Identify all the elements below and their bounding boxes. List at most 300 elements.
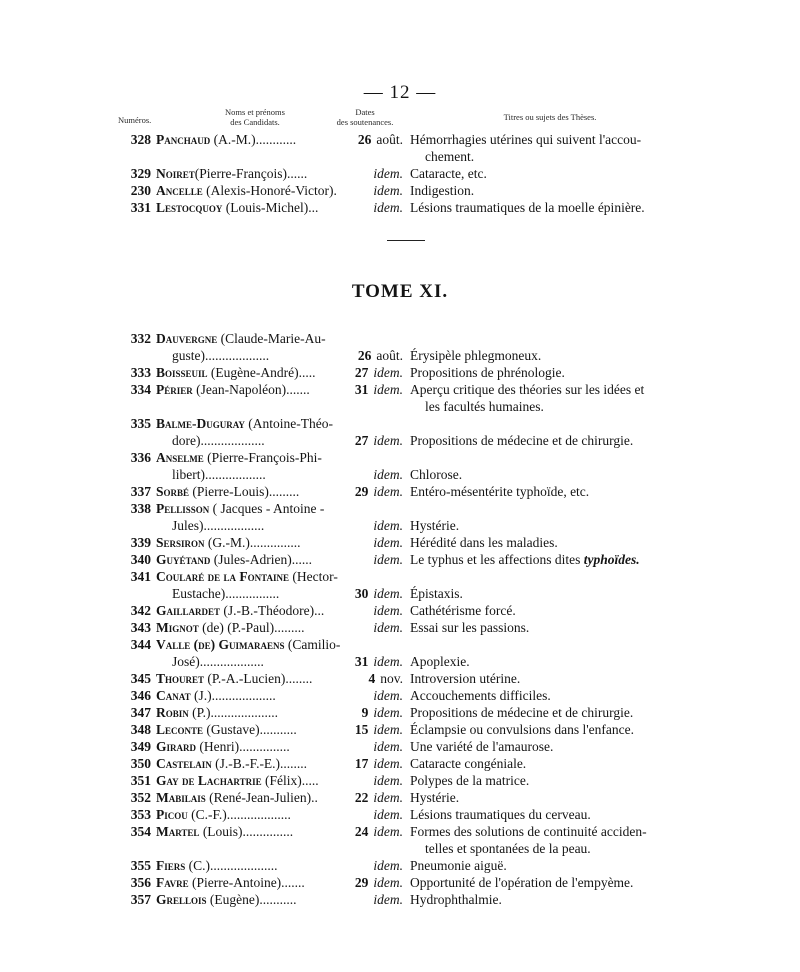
candidate-forenames: (A.-M.)............: [210, 132, 297, 147]
thesis-title-text: Lésions traumatiques de la moelle épinière.: [410, 200, 645, 215]
thesis-entry: [0, 687, 800, 704]
defense-month: idem.: [373, 654, 403, 669]
defense-day: 26: [357, 348, 372, 363]
thesis-title: [410, 619, 529, 636]
defense-month: idem.: [373, 518, 403, 533]
defense-month: idem.: [373, 166, 403, 181]
candidate-name: [156, 823, 293, 840]
defense-date: [373, 687, 403, 704]
thesis-title-text: Formes des solutions de continuité acciden-: [410, 824, 647, 839]
candidate-surname: Martel: [156, 824, 200, 839]
candidate-name: [156, 755, 307, 772]
thesis-title-continued: telles et spontanées de la peau.: [425, 841, 591, 856]
defense-date: [355, 789, 403, 806]
thesis-title: [410, 670, 520, 687]
thesis-title-text: Hystérie.: [410, 518, 460, 533]
candidate-forenames: (Pierre-Louis).........: [189, 484, 300, 499]
thesis-title-text: Introversion utérine.: [410, 671, 521, 686]
defense-month: nov.: [380, 671, 403, 686]
defense-date: [355, 381, 403, 398]
thesis-title-text: Propositions de médecine et de chirurgie.: [410, 705, 634, 720]
thesis-entry: [0, 874, 800, 891]
thesis-title-text: Hémorrhagies utérines qui suivent l'accou-: [410, 132, 642, 147]
header-noms-line2: des Candidats.: [230, 117, 280, 127]
candidate-forenames: ( Jacques - Antoine -: [209, 501, 325, 516]
header-dates: [330, 107, 400, 127]
candidate-name: [156, 199, 318, 216]
thesis-title-text: Indigestion.: [410, 183, 475, 198]
thesis-entry: [0, 721, 800, 738]
thesis-title-text: Une variété de l'amaurose.: [410, 739, 554, 754]
thesis-title: [410, 687, 551, 704]
defense-day: 4: [368, 671, 376, 686]
candidate-forenames: (G.-M.)...............: [204, 535, 301, 550]
candidate-surname: Sorbé: [156, 484, 190, 499]
defense-month: idem.: [373, 552, 403, 567]
candidate-name-continued: guste)...................: [172, 348, 270, 363]
thesis-title-text: Érysipèle phlegmoneux.: [410, 348, 542, 363]
thesis-title-text: Propositions de médecine et de chirurgie.: [410, 433, 634, 448]
candidate-forenames: (Jules-Adrien)......: [210, 552, 312, 567]
candidate-surname: Ancelle: [156, 183, 203, 198]
entry-number: 338: [130, 501, 151, 516]
defense-month: idem.: [373, 773, 403, 788]
defense-day: 31: [354, 654, 369, 669]
thesis-title: [410, 772, 529, 789]
candidate-forenames: (Pierre-Antoine).......: [188, 875, 305, 890]
candidate-forenames: (C.)....................: [185, 858, 278, 873]
candidate-name: [156, 534, 301, 551]
defense-month: idem.: [373, 535, 403, 550]
header-noms-line1: Noms et prénoms: [225, 107, 285, 117]
defense-month: idem.: [373, 183, 403, 198]
candidate-forenames: (Pierre-François-Phi-: [203, 450, 322, 465]
thesis-entry: [0, 199, 800, 216]
candidate-name: [156, 602, 324, 619]
thesis-entry: [0, 165, 800, 182]
thesis-entry: [0, 449, 800, 483]
defense-month: idem.: [373, 484, 403, 499]
defense-date: [373, 551, 403, 568]
defense-day: 9: [361, 705, 369, 720]
candidate-surname: Périer: [156, 382, 193, 397]
defense-month: idem.: [373, 807, 403, 822]
candidate-forenames: (P.)....................: [188, 705, 279, 720]
defense-date: [355, 755, 403, 772]
candidate-forenames: (Henri)...............: [196, 739, 290, 754]
entry-number: 351: [130, 773, 151, 788]
candidate-name: [156, 182, 337, 199]
candidate-surname: Leconte: [156, 722, 204, 737]
thesis-title: [410, 347, 541, 364]
candidate-name: [156, 364, 316, 381]
defense-date: [362, 704, 403, 721]
candidate-surname: Balme-Duguray: [156, 416, 245, 431]
thesis-title: [410, 602, 516, 619]
defense-date: [373, 534, 403, 551]
candidate-name: [156, 483, 299, 500]
thesis-title: [410, 874, 633, 891]
candidate-name-continued: Jules)..................: [172, 518, 265, 533]
tome-heading: TOME XI.: [351, 281, 449, 302]
thesis-title: [410, 653, 470, 670]
entry-number: 356: [130, 875, 151, 890]
candidate-surname: Canat: [156, 688, 191, 703]
candidate-forenames: (Antoine-Théo-: [244, 416, 334, 431]
candidate-surname: Pellisson: [156, 501, 210, 516]
thesis-title: [410, 806, 591, 823]
candidate-surname: Fiers: [156, 858, 186, 873]
candidate-surname: Mignot: [156, 620, 199, 635]
candidate-name: [156, 330, 326, 347]
candidate-name: [156, 131, 296, 148]
candidate-name: [156, 721, 297, 738]
candidate-name: [156, 568, 338, 585]
candidate-surname: Robin: [156, 705, 189, 720]
thesis-title: [410, 789, 459, 806]
entry-number: 355: [130, 858, 151, 873]
thesis-entry: [0, 131, 800, 165]
defense-month: idem.: [373, 200, 403, 215]
candidate-surname: Thouret: [156, 671, 205, 686]
thesis-title: [410, 823, 647, 840]
candidate-name: [156, 165, 307, 182]
entry-number: 348: [130, 722, 151, 737]
thesis-entry: [0, 704, 800, 721]
thesis-title-italic: typhoïdes.: [583, 552, 640, 567]
defense-date: [373, 602, 403, 619]
defense-month: août.: [376, 132, 403, 147]
header-numeros: [118, 115, 151, 125]
candidate-name: [156, 806, 291, 823]
defense-date: [373, 738, 403, 755]
defense-date: [373, 466, 403, 483]
thesis-title: [410, 432, 633, 449]
section-divider: [387, 240, 425, 241]
candidate-name: [156, 415, 333, 432]
defense-date: [373, 891, 403, 908]
thesis-title: [410, 704, 633, 721]
candidate-forenames: (J.-B.-F.-E.)........: [211, 756, 308, 771]
defense-day: 15: [354, 722, 369, 737]
candidate-surname: Panchaud: [156, 132, 211, 147]
candidate-forenames: (Alexis-Honoré-Victor).: [202, 183, 337, 198]
defense-date: [355, 653, 403, 670]
header-titres-label: Titres ou sujets des Thèses.: [503, 112, 597, 122]
candidate-surname: Lestocquoy: [156, 200, 223, 215]
candidate-forenames: (de) (P.-Paul).........: [198, 620, 305, 635]
candidate-surname: Anselme: [156, 450, 204, 465]
header-titres: [470, 112, 630, 122]
thesis-title-text: Lésions traumatiques du cerveau.: [410, 807, 591, 822]
defense-day: 24: [354, 824, 369, 839]
candidate-surname: Noiret: [156, 166, 195, 181]
thesis-title: [410, 165, 487, 182]
thesis-title-continued: les facultés humaines.: [425, 399, 544, 414]
thesis-entry: [0, 738, 800, 755]
thesis-title-text: Hystérie.: [410, 790, 460, 805]
thesis-title: [410, 381, 644, 398]
defense-day: 29: [354, 875, 369, 890]
candidate-forenames: (J.-B.-Théodore)...: [220, 603, 325, 618]
thesis-entry: [0, 568, 800, 602]
defense-date: [373, 806, 403, 823]
defense-month: idem.: [373, 824, 403, 839]
candidate-forenames: (J.)...................: [190, 688, 276, 703]
candidate-forenames: (P.-A.-Lucien)........: [204, 671, 313, 686]
header-numeros-label: Numéros.: [118, 115, 152, 125]
thesis-title: [410, 585, 463, 602]
entry-number: 353: [130, 807, 151, 822]
candidate-surname: Girard: [156, 739, 197, 754]
defense-month: idem.: [373, 892, 403, 907]
defense-date: [355, 823, 403, 840]
thesis-title: [410, 551, 640, 568]
entry-number: 344: [130, 637, 151, 652]
defense-date: [355, 721, 403, 738]
defense-date: [373, 857, 403, 874]
candidate-name: [156, 449, 322, 466]
candidate-name: [156, 619, 304, 636]
candidate-forenames: (Gustave)...........: [203, 722, 297, 737]
thesis-title-text: Hydrophthalmie.: [410, 892, 502, 907]
candidate-surname: Valle (de) Guimaraens: [156, 637, 285, 652]
thesis-title: [410, 131, 641, 148]
thesis-entry: [0, 330, 800, 364]
defense-date: [373, 199, 403, 216]
candidate-surname: Picou: [156, 807, 188, 822]
header-dates-line2: des soutenances.: [336, 117, 394, 127]
defense-date: [355, 874, 403, 891]
defense-day: 17: [354, 756, 369, 771]
thesis-title-text: Éclampsie ou convulsions dans l'enfance.: [410, 722, 634, 737]
thesis-title-text: Opportunité de l'opération de l'empyème.: [410, 875, 634, 890]
entry-number: 354: [130, 824, 151, 839]
entry-number: 335: [130, 416, 151, 431]
candidate-surname: Gaillardet: [156, 603, 221, 618]
thesis-title-text: Cataracte, etc.: [410, 166, 487, 181]
thesis-title: [410, 534, 558, 551]
defense-date: [373, 182, 403, 199]
thesis-entry: [0, 670, 800, 687]
thesis-title-text: Cataracte congéniale.: [410, 756, 527, 771]
defense-date: [355, 432, 403, 449]
defense-date: [358, 347, 403, 364]
thesis-entry: [0, 619, 800, 636]
candidate-forenames: (Félix).....: [261, 773, 319, 788]
thesis-title: [410, 364, 565, 381]
candidate-name-continued: dore)...................: [172, 433, 265, 448]
defense-date: [373, 517, 403, 534]
candidate-name: [156, 704, 278, 721]
candidate-forenames: (Claude-Marie-Au-: [217, 331, 326, 346]
defense-month: idem.: [373, 739, 403, 754]
candidate-surname: Gay de Lachartrie: [156, 773, 262, 788]
candidate-surname: Dauvergne: [156, 331, 218, 346]
thesis-title: [410, 738, 553, 755]
candidate-name: [156, 381, 310, 398]
thesis-title-text: Le typhus et les affections dites: [410, 552, 584, 567]
entry-number: 337: [130, 484, 151, 499]
thesis-entry: [0, 500, 800, 534]
defense-month: idem.: [373, 467, 403, 482]
thesis-title-text: Accouchements difficiles.: [410, 688, 551, 703]
thesis-entry: [0, 806, 800, 823]
entry-number: 341: [130, 569, 151, 584]
entry-number: 342: [130, 603, 151, 618]
header-noms: [205, 107, 305, 127]
candidate-name: [156, 874, 305, 891]
defense-month: idem.: [373, 603, 403, 618]
entry-number: 339: [130, 535, 151, 550]
candidate-surname: Sersiron: [156, 535, 205, 550]
candidate-forenames: (Camilio-: [284, 637, 341, 652]
defense-month: idem.: [373, 858, 403, 873]
thesis-title: [410, 483, 589, 500]
thesis-entry: [0, 755, 800, 772]
candidate-forenames: (René-Jean-Julien)..: [205, 790, 318, 805]
thesis-entry: [0, 483, 800, 500]
defense-day: 27: [354, 365, 369, 380]
candidate-forenames: (C.-F.)...................: [187, 807, 291, 822]
defense-day: 30: [354, 586, 369, 601]
candidate-forenames: (Jean-Napoléon).......: [192, 382, 310, 397]
entry-number: 331: [130, 200, 151, 215]
entry-number: 349: [130, 739, 151, 754]
thesis-title: [410, 517, 459, 534]
defense-month: idem.: [373, 620, 403, 635]
entry-number: 334: [130, 382, 151, 397]
thesis-title-text: Hérédité dans les maladies.: [410, 535, 558, 550]
entry-number: 336: [130, 450, 151, 465]
thesis-title: [410, 466, 462, 483]
candidate-surname: Guyétand: [156, 552, 211, 567]
defense-month: idem.: [373, 365, 403, 380]
candidate-forenames: (Eugène)...........: [206, 892, 297, 907]
thesis-entry: [0, 823, 800, 857]
thesis-entry: [0, 857, 800, 874]
entry-number: 328: [130, 132, 151, 147]
thesis-title: [410, 199, 645, 216]
thesis-title: [410, 891, 502, 908]
thesis-entry: [0, 364, 800, 381]
defense-month: idem.: [373, 790, 403, 805]
candidate-name-continued: Eustache)................: [172, 586, 280, 601]
candidate-surname: Grellois: [156, 892, 207, 907]
entry-number: 333: [130, 365, 151, 380]
defense-day: 27: [354, 433, 369, 448]
defense-date: [373, 619, 403, 636]
thesis-title-text: Propositions de phrénologie.: [410, 365, 565, 380]
thesis-title-text: Cathétérisme forcé.: [410, 603, 516, 618]
defense-date: [373, 165, 403, 182]
thesis-title-text: Polypes de la matrice.: [410, 773, 530, 788]
candidate-forenames: (Eugène-André).....: [207, 365, 316, 380]
candidate-forenames: (Hector-: [288, 569, 338, 584]
thesis-title-text: Aperçu critique des théories sur les idées et: [410, 382, 645, 397]
entry-number: 345: [130, 671, 151, 686]
candidate-name: [156, 551, 312, 568]
candidate-name: [156, 687, 276, 704]
thesis-entry: [0, 789, 800, 806]
page-number: — 12 —: [363, 82, 437, 103]
defense-day: 29: [354, 484, 369, 499]
entry-number: 347: [130, 705, 151, 720]
defense-month: idem.: [373, 875, 403, 890]
candidate-forenames: (Louis)...............: [199, 824, 294, 839]
candidate-name: [156, 772, 319, 789]
thesis-entry: [0, 772, 800, 789]
thesis-entry: [0, 381, 800, 415]
thesis-entry: [0, 602, 800, 619]
defense-date: [355, 364, 403, 381]
candidate-name-continued: José)...................: [172, 654, 264, 669]
candidate-name: [156, 636, 340, 653]
defense-date: [373, 772, 403, 789]
candidate-name: [156, 738, 290, 755]
thesis-title: [410, 721, 634, 738]
thesis-entry: [0, 636, 800, 670]
thesis-title-text: Pneumonie aiguë.: [410, 858, 507, 873]
candidate-forenames: (Pierre-François)......: [194, 166, 308, 181]
defense-day: 22: [354, 790, 369, 805]
defense-month: idem.: [373, 433, 403, 448]
entry-number: 343: [130, 620, 151, 635]
thesis-title: [410, 182, 474, 199]
defense-month: idem.: [373, 705, 403, 720]
thesis-entry: [0, 551, 800, 568]
defense-date: [358, 131, 403, 148]
entry-number: 332: [130, 331, 151, 346]
thesis-entry: [0, 182, 800, 199]
defense-month: idem.: [373, 382, 403, 397]
thesis-entry: [0, 534, 800, 551]
candidate-surname: Favre: [156, 875, 189, 890]
thesis-title: [410, 755, 526, 772]
defense-month: idem.: [373, 586, 403, 601]
thesis-title-continued: chement.: [425, 149, 475, 164]
thesis-entry: [0, 415, 800, 449]
defense-date: [355, 585, 403, 602]
entry-number: 329: [130, 166, 151, 181]
defense-month: idem.: [373, 756, 403, 771]
defense-date: [355, 483, 403, 500]
candidate-name: [156, 500, 324, 517]
defense-month: idem.: [373, 688, 403, 703]
thesis-title-text: Épistaxis.: [410, 586, 463, 601]
candidate-name: [156, 670, 312, 687]
entry-number: 350: [130, 756, 151, 771]
candidate-forenames: (Louis-Michel)...: [222, 200, 319, 215]
candidate-name-continued: libert)..................: [172, 467, 266, 482]
thesis-title-text: Apoplexie.: [410, 654, 470, 669]
defense-month: août.: [376, 348, 403, 363]
candidate-name: [156, 857, 278, 874]
thesis-entry: [0, 891, 800, 908]
defense-day: 31: [354, 382, 369, 397]
candidate-surname: Boisseuil: [156, 365, 208, 380]
candidate-name: [156, 789, 318, 806]
defense-date: [369, 670, 404, 687]
candidate-surname: Mabilais: [156, 790, 206, 805]
entry-number: 230: [130, 183, 151, 198]
entry-number: 340: [130, 552, 151, 567]
entry-number: 346: [130, 688, 151, 703]
candidate-surname: Castelain: [156, 756, 212, 771]
defense-day: 26: [357, 132, 372, 147]
candidate-surname: Coularé de la Fontaine: [156, 569, 289, 584]
entry-number: 352: [130, 790, 151, 805]
